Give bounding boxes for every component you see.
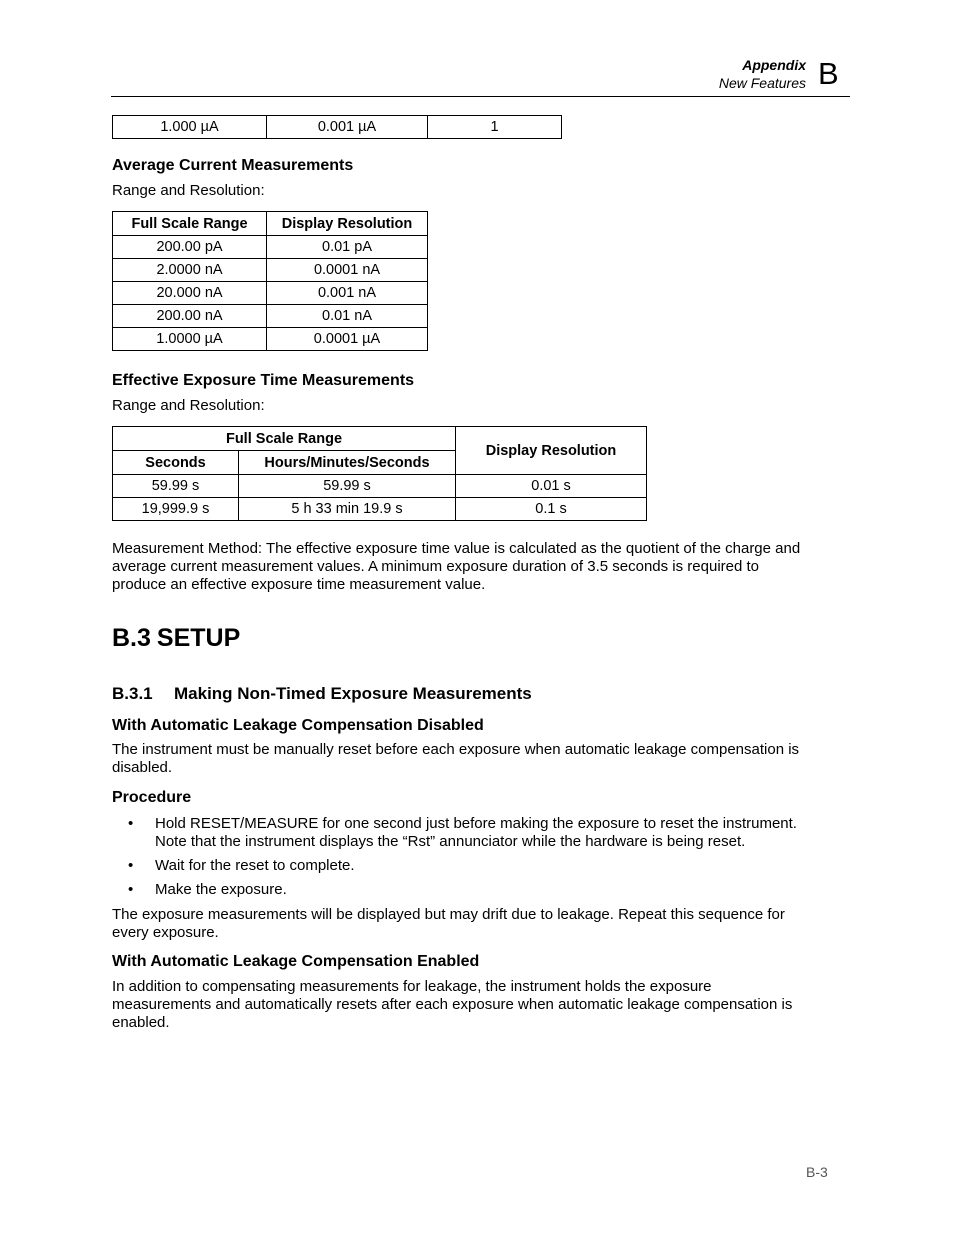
disabled-paragraph [112,741,799,777]
exposure-time-table [112,426,647,521]
running-header [719,56,806,92]
table-row [113,259,428,282]
text-line: measurements and automatically resets after each exposure when automatic leakage compensation is [112,996,793,1013]
subsection-number: B.3.1 [112,684,153,703]
measurement-method-paragraph [112,540,800,594]
table-row [113,236,428,259]
table-row [113,328,428,351]
section-title: SETUP [156,624,241,652]
table-row [113,116,562,139]
header-divider [111,96,850,97]
text-line: The exposure measurements will be displayed but may drift due to leakage. Repeat this sequence for [112,906,785,923]
page-number: B-3 [806,1164,828,1180]
enabled-heading: With Automatic Leakage Compensation Enabled [112,953,480,970]
subsection-title: Making Non-Timed Exposure Measurements [174,684,532,703]
table-row [113,498,647,521]
text-line: disabled. [112,759,173,776]
procedure-heading: Procedure [112,789,192,806]
bullet-icon: • [128,881,134,898]
table-cell: 0.01 nA [267,305,428,328]
table-cell: 1.000 µA [113,116,267,139]
bullet-icon: • [128,857,134,874]
exposure-time-heading: Effective Exposure Time Measurements [112,372,415,389]
table-cell: 0.001 µA [267,116,428,139]
header-title: Appendix [742,57,806,73]
section-heading [112,624,240,653]
text-line: Measurement Method: The effective exposure time value is calculated as the quotient of the charge and [112,540,801,557]
column-group-header: Full Scale Range [113,427,456,451]
list-item [112,881,852,899]
column-header: Display Resolution [267,212,428,236]
avg-current-heading: Average Current Measurements [112,157,354,174]
text-line: average current measurement values. A minimum exposure duration of 3.5 seconds is required to [112,558,760,575]
list-item [112,857,852,875]
table-row [113,282,428,305]
table-cell: 5 h 33 min 19.9 s [239,498,456,521]
table-cell: 0.001 nA [267,282,428,305]
table-header-row [113,427,647,451]
header-subtitle: New Features [718,75,806,91]
table-cell: 19,999.9 s [113,498,239,521]
table-cell: 1.0000 µA [113,328,267,351]
table-cell: 0.0001 nA [267,259,428,282]
avg-current-intro: Range and Resolution: [112,182,265,199]
text-line: every exposure. [112,924,219,941]
text-line: Wait for the reset to complete. [155,857,355,874]
column-header: Full Scale Range [113,212,267,236]
subsection-heading [112,684,532,704]
column-header: Seconds [113,451,239,475]
text-line: enabled. [112,1014,170,1031]
table-cell: 200.00 nA [113,305,267,328]
disabled-heading: With Automatic Leakage Compensation Disabled [112,717,484,734]
column-header: Display Resolution [456,427,647,475]
table-cell: 0.01 pA [267,236,428,259]
bullet-icon: • [128,815,134,832]
procedure-note-paragraph [112,906,785,942]
table-header-row [113,212,428,236]
table-row [113,305,428,328]
continued-table [112,115,562,139]
text-line: Note that the instrument displays the “Rst” annunciator while the hardware is being reset. [155,833,746,850]
section-number: B.3 [112,624,151,652]
text-line: Make the exposure. [155,881,287,898]
table-cell: 0.01 s [456,475,647,498]
avg-current-table [112,211,428,351]
text-line: Hold RESET/MEASURE for one second just before making the exposure to reset the instrument. [155,815,797,832]
table-cell: 20.000 nA [113,282,267,305]
table-cell: 0.1 s [456,498,647,521]
table-cell: 59.99 s [239,475,456,498]
table-row [113,475,647,498]
list-item [112,815,852,851]
column-header: Hours/Minutes/Seconds [239,451,456,475]
table-cell: 59.99 s [113,475,239,498]
table-cell: 1 [428,116,562,139]
table-cell: 0.0001 µA [267,328,428,351]
table-cell: 200.00 pA [113,236,267,259]
text-line: The instrument must be manually reset before each exposure when automatic leakage compensation is [112,741,800,758]
procedure-list [112,815,852,905]
text-line: In addition to compensating measurements for leakage, the instrument holds the exposure [112,978,712,995]
text-line: produce an effective exposure time measurement value. [112,576,486,593]
appendix-letter: B [818,56,839,91]
enabled-paragraph [112,978,792,1032]
exposure-time-intro: Range and Resolution: [112,397,265,414]
table-cell: 2.0000 nA [113,259,267,282]
